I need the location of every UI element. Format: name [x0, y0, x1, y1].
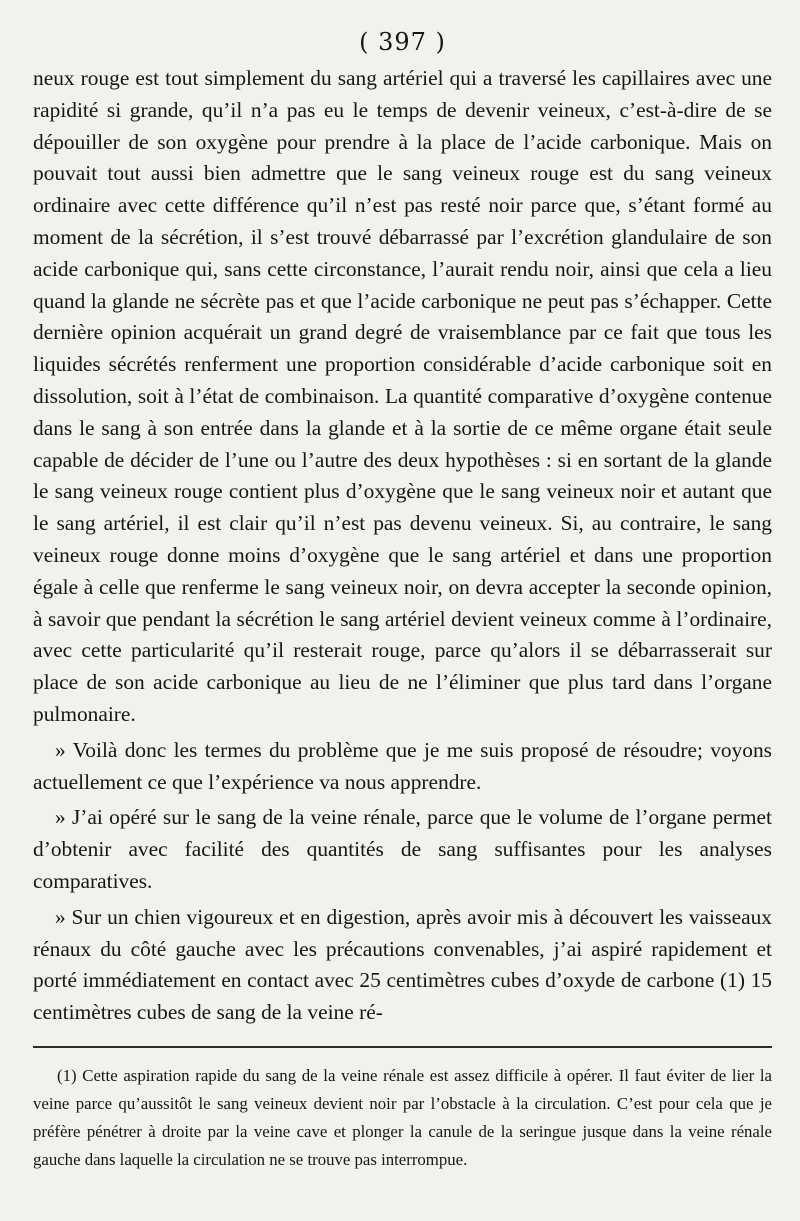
paragraph-experiment: » Sur un chien vigoureux et en digestion, après avoir mis à découvert les vaisseaux rénaux du côté gauche avec les précautions convenables, j’ai aspiré rapidement et porté immédiatement en contact avec 25 centimètres cubes d’oxyde de carbone (1) 15 centimètres cubes de sang de la veine ré-: [33, 904, 772, 1025]
paragraph-continued: neux rouge est tout simplement du sang artériel qui a traversé les capillaires avec une rapidité si grande, qu’il n’a pas eu le temps de devenir veineux, c’est-à-dire de se dépouiller de son oxygène pour prendre à la place de l’acide carbonique. Mais on pouvait tout aussi bien admettre que le sang veineux rouge est du sang veineux ordinaire avec cette différence qu’il n’est pas resté noir parce que, s’étant formé au moment de la sécrétion, il s’est trouvé débarrassé par l’excrétion glandulaire de son acide carbonique qui, sans cette circonstance, l’aurait rendu noir, ainsi que cela a lieu quand la glande ne sécrète pas et que l’acide carbonique ne peut pas s’échapper. Cette dernière opinion acquérait un grand degré de vraisemblance par ce fait que tous les liquides sécrétés renferment une proportion considérable d’acide carbonique soit en dissolution, soit à l’état de combinaison. La quantité comparative d’oxygène contenue dans le sang à son entrée dans la glande et à la sortie de ce même organe était seule capable de décider de l’une ou l’autre des deux hypothèses : si en sortant de la glande le sang veineux rouge contient plus d’oxygène que le sang veineux noir et autant que le sang artériel, il est clair qu’il n’est pas devenu veineux. Si, au contraire, le sang veineux rouge donne moins d’oxygène que le sang artériel et dans une proportion égale à celle que renferme le sang veineux noir, on devra accepter la seconde opinion, à savoir que pendant la sécrétion le sang artériel devient veineux comme à l’ordinaire, avec cette particularité qu’il resterait rouge, parce qu’alors il se débarrasserait sur place de son acide carbonique au lieu de ne l’éliminer que plus tard dans l’organe pulmonaire.: [33, 66, 772, 726]
page-number: ( 397 ): [359, 28, 446, 56]
paragraph-renal-vein: » J’ai opéré sur le sang de la veine rénale, parce que le volume de l’organe permet d’obtenir avec facilité des quantités de sang suffisantes pour les analyses comparatives.: [33, 805, 772, 893]
paragraph-problem-terms: » Voilà donc les termes du problème que je me suis proposé de résoudre; voyons actuellement ce que l’expérience va nous apprendre.: [33, 737, 772, 794]
footnote-divider: [33, 1046, 772, 1048]
body-text: [33, 63, 772, 1029]
footnote: (1) Cette aspiration rapide du sang de la veine rénale est assez difficile à opérer. Il faut éviter de lier la veine parce qu’aussitôt le sang veineux devient noir par l’obstacle à la circulation. C’est pour cela que je préfère pénétrer à droite par la veine cave et plonger la canule de la seringue jusque dans la veine rénale gauche dans laquelle la circulation ne se trouve pas interrompue.: [33, 1065, 772, 1169]
